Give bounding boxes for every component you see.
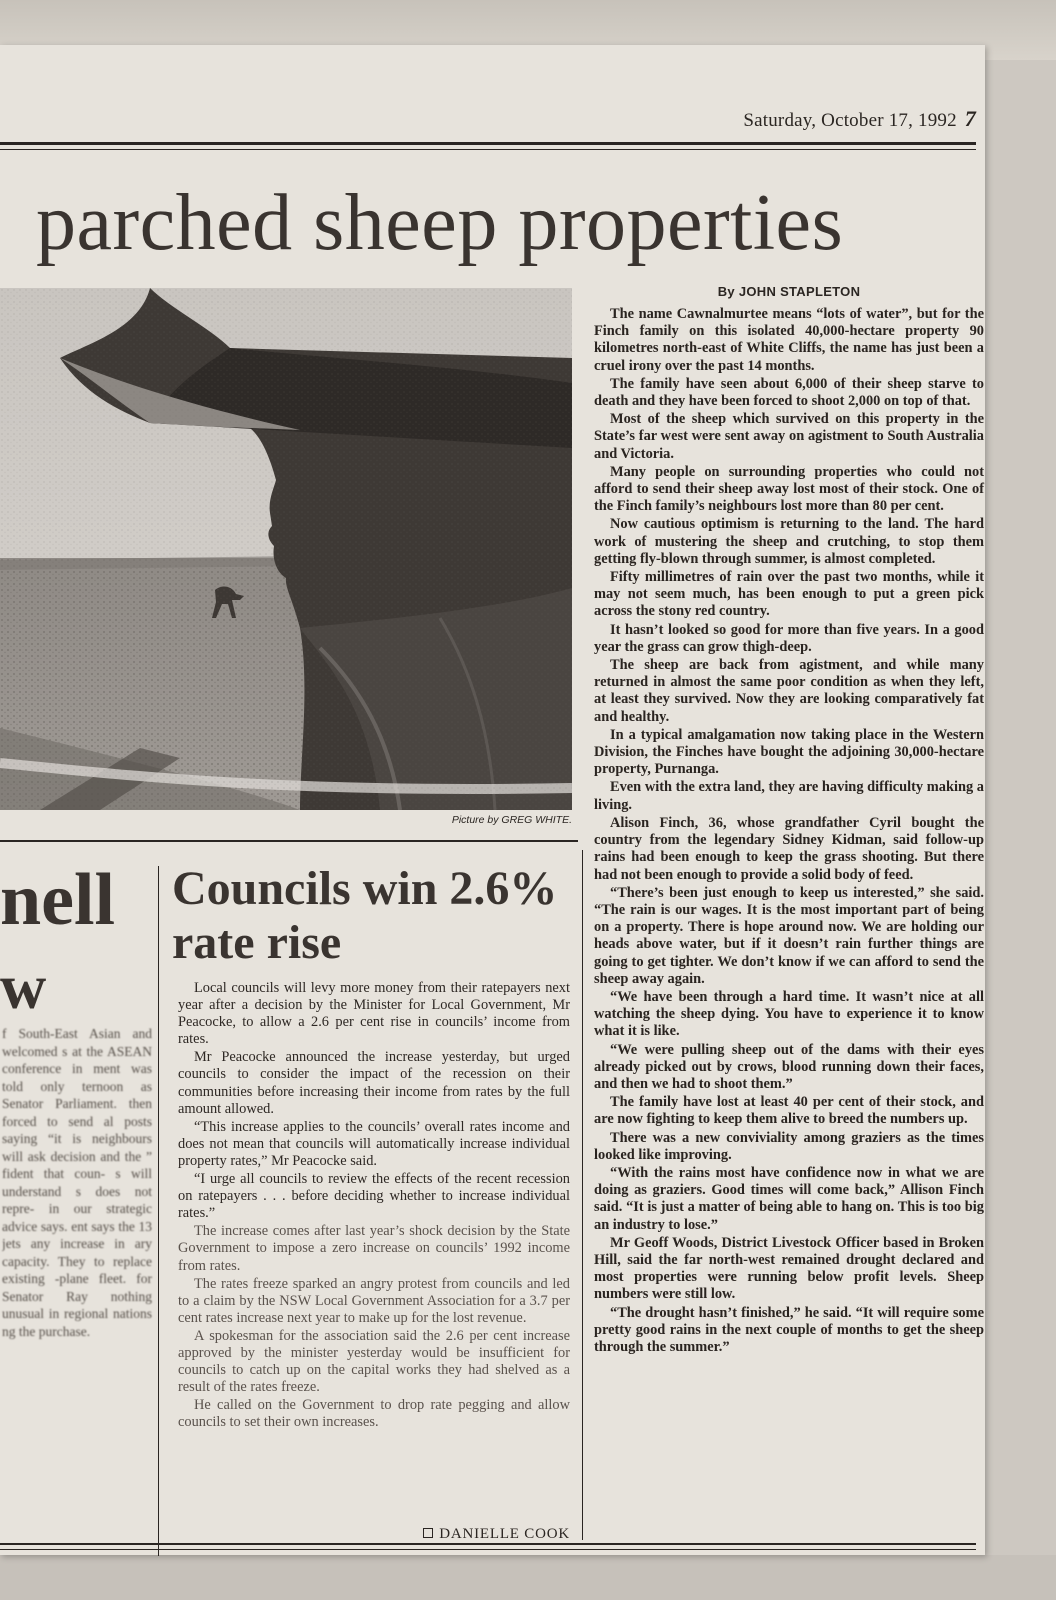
- story-paragraph: “We were pulling sheep out of the dams with their eyes already picked out by crows, blood running down their faces, and then we had to shoot them.”: [594, 1041, 984, 1092]
- council-paragraph: The increase comes after last year’s shock decision by the State Government to impose a zero increase on councils’ 1992 income from rates.: [178, 1223, 570, 1274]
- council-paragraph: “This increase applies to the councils’ overall rates income and does not mean that councils will automatically increase individual property rates,” Mr Peacocke said.: [178, 1118, 570, 1169]
- story-paragraph: “The drought hasn’t finished,” he said. “It will require some pretty good rains in the next couple of months to get the sheep through the summer.”: [594, 1304, 984, 1355]
- story-paragraph: “With the rains most have confidence now in what we are doing as graziers. Good times will come back,” Allison Finch said. “It is just a matter of being able to hang on. This is too big an industry to lose.”: [594, 1164, 984, 1233]
- story-paragraph: Many people on surrounding properties who could not afford to send their sheep away lost most of their stock. One of the Finch family’s neighbours lost more than 80 per cent.: [594, 463, 984, 515]
- main-story-body: [594, 306, 984, 1357]
- council-paragraph: Mr Peacocke announced the increase yesterday, but urged councils to consider the impact of the recession on their communities before increasing their income from rates by the full amount allowed.: [178, 1049, 570, 1117]
- bottom-rule: [0, 1543, 976, 1545]
- column-rule-right: [582, 850, 583, 1540]
- story-paragraph: “There’s been just enough to keep us interested,” she said. “The rain is our wages. It is the most important part of being on a property. There is hope around now. We are holding our heads above water, but if it doesn’t rain further things are going to get tighter. We don’t know if we can afford to send the sheep away again.: [594, 884, 984, 987]
- scan-background-bottom: [0, 1555, 1056, 1600]
- council-paragraph: “I urge all councils to review the effects of the recent recession on ratepayers . . . before deciding whether to increase individual rates.”: [178, 1171, 570, 1222]
- scan-background-right: [985, 60, 1056, 1600]
- left-story-headline-2: w: [0, 951, 47, 1022]
- left-story-headline-1: nell: [0, 859, 116, 941]
- column-rule-left: [158, 866, 159, 1556]
- story-paragraph: “We have been through a hard time. It wasn’t nice at all watching the sheep dying. You have to experience it to know what it is like.: [594, 988, 984, 1040]
- farmer-photo: [0, 288, 572, 810]
- story-paragraph: Alison Finch, 36, whose grandfather Cyril bought the country from the legendary Sidney Kidman, said follow-up rains had been enough to keep the grass shooting. But there had not been enough to provide a solid body of feed.: [594, 814, 984, 883]
- council-paragraph: Local councils will levy more money from their ratepayers next year after a decision by the Minister for Local Government, Mr Peacocke, to allow a 2.6 per cent rise in councils’ income from rates.: [178, 980, 570, 1048]
- council-story-body: [178, 980, 570, 1432]
- council-paragraph: A spokesman for the association said the 2.6 per cent increase approved by the minister yesterday would be insufficient for councils to catch up on the capital works they had shelved as a result of the rates freeze.: [178, 1327, 570, 1396]
- end-mark-icon: [423, 1528, 433, 1538]
- signoff-author: DANIELLE COOK: [439, 1526, 570, 1542]
- story-paragraph: The name Cawnalmurtee means “lots of water”, but for the Finch family on this isolated 40,000-hectare property 90 kilometres north-east of White Cliffs, the name has just been a cruel irony over the past 14 months.: [594, 306, 984, 374]
- council-paragraph: The rates freeze sparked an angry protest from councils and led to a claim by the NSW Local Government Association for a 3.7 per cent rates increase next year to make up for the lost revenue.: [178, 1275, 570, 1326]
- main-headline: parched sheep properties: [36, 179, 844, 267]
- bottom-rule-thin: [0, 1549, 976, 1550]
- left-story-body: f South-East Asian and welcomed s at the ASEAN conference in ment was told only ternoon as Senator Parliament. then forced to send al posts saying “it is neighbours will ask decision and the ” fident that coun- s will understand s does not repre- in our strategic advice says. ent says the 13 jets any increase in ary capacity. They to replace existing -plane fleet. for Senator Ray nothing unusual in regional nations ng the purchase.: [2, 1026, 152, 1339]
- page-number: 7: [964, 106, 976, 131]
- story-paragraph: Most of the sheep which survived on this property in the State’s far west were sent away on agistment to South Australia and Victoria.: [594, 411, 984, 462]
- council-paragraph: He called on the Government to drop rate pegging and allow councils to set their own increases.: [178, 1397, 570, 1431]
- top-rule-thin: [0, 149, 976, 150]
- council-story-signoff: [178, 1526, 570, 1543]
- top-rule: [0, 142, 976, 145]
- council-story-headline: Councils win 2.6% rate rise: [172, 862, 558, 969]
- story-paragraph: The family have lost at least 40 per cent of their stock, and are now fighting to keep them alive to breed the numbers up.: [594, 1094, 984, 1128]
- story-paragraph: Mr Geoff Woods, District Livestock Officer based in Broken Hill, said the far north-west remained drought declared and most properties were running below profit levels. Sheep numbers were still low.: [594, 1234, 984, 1303]
- story-paragraph: Now cautious optimism is returning to the land. The hard work of mustering the sheep and crutching, to stop them getting fly-blown through summer, is almost completed.: [594, 516, 984, 567]
- story-paragraph: There was a new conviviality among graziers as the times looked like improving.: [594, 1129, 984, 1163]
- story-paragraph: Even with the extra land, they are having difficulty making a living.: [594, 779, 984, 813]
- dateline: [743, 106, 976, 132]
- dateline-date: Saturday, October 17, 1992: [743, 110, 957, 131]
- story-paragraph: In a typical amalgamation now taking place in the Western Division, the Finches have bought the adjoining 30,000-hectare property, Purnanga.: [594, 726, 984, 778]
- story-paragraph: Fifty millimetres of rain over the past two months, while it may not seem much, has been enough to put a green pick across the stony red country.: [594, 569, 984, 620]
- byline: By JOHN STAPLETON: [717, 284, 861, 299]
- story-paragraph: The sheep are back from agistment, and while many returned in almost the same poor condition as when they left, at least they survived. Now they are looking comparatively fat and healthy.: [594, 657, 984, 725]
- section-divider: [0, 840, 578, 842]
- story-paragraph: The family have seen about 6,000 of their sheep starve to death and they have been forced to shoot 2,000 on top of that.: [594, 375, 984, 410]
- photo-credit: Picture by GREG WHITE.: [451, 814, 572, 826]
- photo-illustration: [0, 288, 572, 810]
- story-paragraph: It hasn’t looked so good for more than five years. In a good year the grass can grow thigh-deep.: [594, 621, 984, 655]
